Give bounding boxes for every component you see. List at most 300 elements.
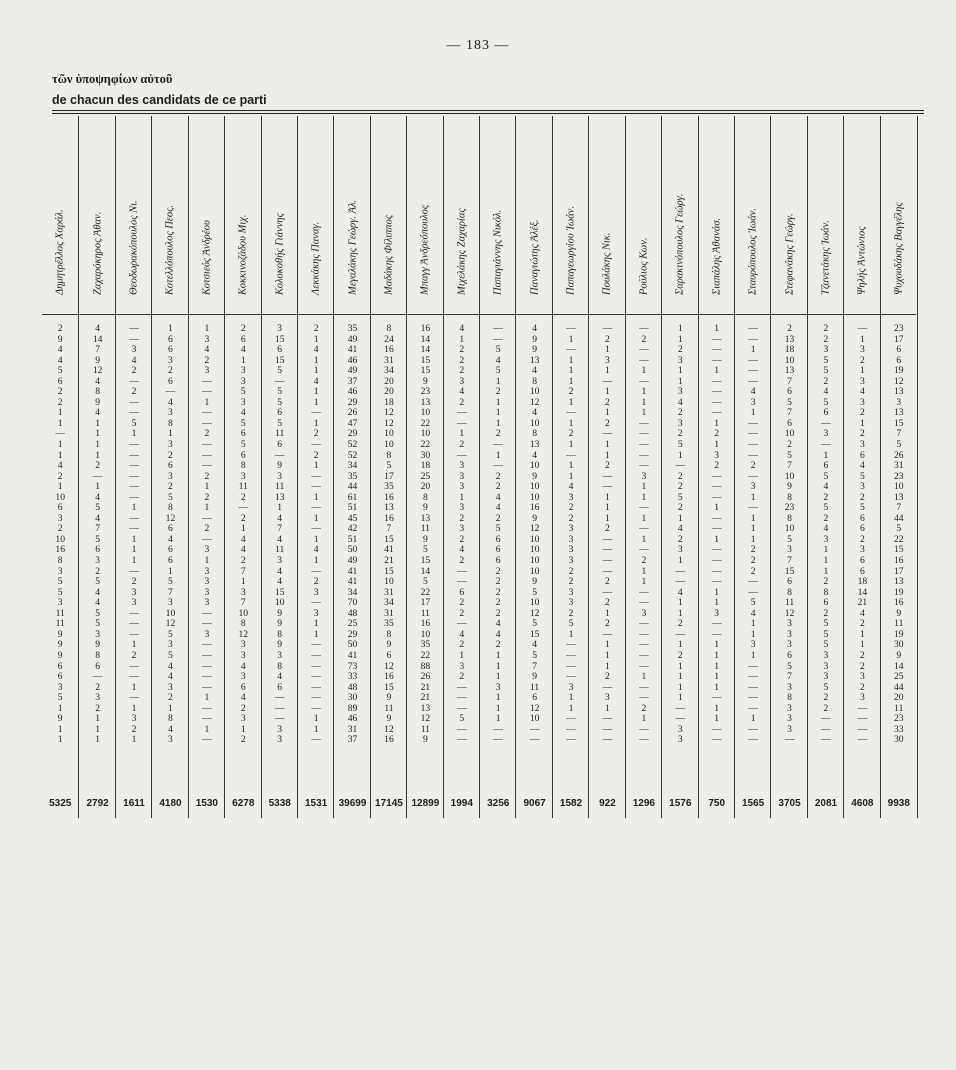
table-cell: 1 (750, 491, 756, 503)
column-values (298, 324, 334, 746)
table-cell: 42 (347, 523, 358, 535)
top-rule (52, 110, 924, 111)
table-cell: 3 (859, 396, 865, 408)
table-cell: — (711, 523, 722, 535)
table-cell: 1 (750, 628, 756, 640)
table-cell: 22 (420, 439, 431, 451)
table-cell: 3 (823, 428, 829, 440)
table-cell: 10 (529, 555, 540, 567)
table-cell: 13 (784, 365, 795, 377)
table-cell: — (456, 407, 467, 419)
table-cell: 15 (420, 365, 431, 377)
table-cell: 30 (893, 734, 904, 746)
table-cell: 1 (204, 555, 210, 567)
table-cell: — (784, 734, 795, 746)
table-cell: — (129, 481, 139, 493)
table-cell: 9 (57, 628, 63, 640)
table-cell: 4 (240, 660, 246, 672)
table-cell: 41 (347, 565, 358, 577)
table-cell: 31 (384, 607, 394, 619)
column-header-label: Ψηλής Ἀντώνιος (856, 226, 868, 295)
table-cell: 1 (168, 323, 173, 334)
table-cell: — (202, 734, 212, 746)
table-cell: 1 (204, 723, 210, 735)
column-total: 3705 (778, 798, 801, 809)
table-cell: 3 (240, 639, 246, 651)
table-cell: — (311, 470, 321, 482)
table-cell: 1 (495, 649, 501, 661)
table-cell: 3 (168, 597, 173, 609)
table-cell: 1 (714, 502, 720, 514)
table-cell: 3 (459, 660, 465, 672)
table-cell: 1 (859, 365, 865, 377)
table-cell: — (639, 639, 649, 651)
table-cell: 5 (823, 365, 829, 377)
table-cell: 4 (495, 354, 501, 366)
table-cell: — (602, 628, 613, 640)
table-cell: — (639, 502, 649, 514)
table-cell: — (748, 428, 758, 440)
table-cell: 5 (532, 586, 537, 598)
table-cell: 2 (495, 386, 501, 398)
table-cell: 6 (277, 344, 283, 356)
table-cell: 1 (495, 417, 501, 429)
table-cell: 1 (750, 523, 756, 535)
table-cell: — (821, 723, 831, 735)
column-values (444, 324, 480, 746)
column-header (771, 116, 807, 312)
table-cell: 9 (57, 333, 63, 345)
table-cell: 4 (168, 723, 173, 735)
column-header (262, 116, 298, 312)
table-cell: — (238, 502, 249, 514)
table-cell: 3 (204, 544, 210, 556)
table-cell: 9 (277, 639, 283, 651)
table-cell: — (202, 386, 212, 398)
table-cell: 16 (384, 734, 394, 746)
table-cell: 2 (459, 597, 465, 609)
table-cell: 13 (893, 407, 904, 419)
table-cell: 2 (131, 365, 137, 377)
table-cell: 1 (57, 702, 63, 714)
table-cell: 3 (823, 649, 829, 661)
table-cell: 31 (893, 460, 904, 472)
table-cell: 3 (57, 681, 63, 693)
table-cell: 16 (384, 491, 394, 503)
table-cell: — (566, 723, 576, 735)
table-cell: 19 (893, 628, 904, 640)
table-cell: 4 (277, 533, 283, 545)
column-total: 1296 (632, 798, 655, 809)
table-cell: 3 (859, 692, 865, 704)
table-cell: 29 (347, 628, 358, 640)
table-cell: 2 (459, 607, 465, 619)
table-cell: 8 (386, 449, 392, 461)
table-cell: 2 (568, 428, 574, 440)
table-cell: 1 (568, 354, 574, 366)
table-cell: 46 (347, 354, 358, 366)
column-header-label: Πουλάκης Νικ. (601, 232, 613, 295)
column-total: 9067 (523, 798, 546, 809)
table-cell: — (748, 692, 758, 704)
column-values (881, 324, 917, 746)
table-cell: 1 (95, 713, 100, 725)
table-cell: 2 (823, 491, 829, 503)
table-cell: — (711, 354, 722, 366)
table-cell: 6 (168, 555, 173, 567)
table-cell: 21 (420, 681, 431, 693)
table-cell: 4 (204, 344, 210, 356)
column-values (480, 324, 516, 746)
table-cell: 2 (57, 470, 63, 482)
table-cell: 4 (95, 586, 100, 598)
table-cell: 34 (384, 365, 394, 377)
table-cell: 4 (495, 502, 501, 514)
table-cell: 88 (420, 660, 431, 672)
table-cell: 3 (95, 628, 100, 640)
table-cell: 1 (641, 576, 647, 588)
table-cell: — (639, 681, 649, 693)
table-cell: 1 (605, 660, 610, 672)
table-cell: 14 (420, 344, 431, 356)
table-cell: 4 (57, 344, 63, 356)
column-total: 17145 (375, 798, 403, 809)
table-cell: — (602, 375, 613, 387)
table-cell: 4 (459, 628, 465, 640)
table-cell: 23 (893, 323, 904, 334)
table-cell: 9 (57, 713, 63, 725)
table-cell: 5 (95, 502, 100, 514)
table-cell: — (202, 375, 212, 387)
table-cell: 3 (277, 649, 283, 661)
column-header (844, 116, 880, 312)
table-cell: — (129, 460, 139, 472)
table-cell: 2 (823, 375, 829, 387)
table-cell: 2 (859, 354, 865, 366)
table-cell: 11 (529, 681, 540, 693)
table-cell: — (202, 449, 212, 461)
table-cell: 3 (204, 628, 210, 640)
table-cell: 5 (532, 618, 537, 630)
table-cell: — (311, 565, 321, 577)
table-cell: 1 (823, 449, 829, 461)
table-cell: 1 (313, 713, 319, 725)
table-cell: — (129, 607, 139, 619)
table-cell: — (711, 512, 722, 524)
table-cell: 1 (131, 428, 137, 440)
table-cell: 6 (859, 523, 865, 535)
table-cell: 1 (57, 734, 63, 746)
table-cell: 11 (384, 702, 394, 714)
table-cell: 48 (347, 607, 358, 619)
table-cell: 6 (859, 512, 865, 524)
table-cell: 1 (568, 439, 574, 451)
table-cell: 2 (495, 576, 501, 588)
table-cell: — (602, 470, 613, 482)
table-cell: 5 (422, 544, 428, 556)
table-cell: 7 (386, 523, 392, 535)
table-cell: — (274, 375, 285, 387)
table-cell: 3 (859, 481, 865, 493)
table-cell: 6 (240, 449, 246, 461)
table-cell: 5 (750, 597, 756, 609)
table-cell: 4 (131, 354, 137, 366)
table-cell: 8 (95, 386, 100, 398)
table-cell: 2 (677, 428, 683, 440)
table-cell: 3 (859, 375, 865, 387)
table-cell: 4 (532, 639, 537, 651)
table-cell: 8 (532, 375, 537, 387)
column-header-label: Θεοδωρακόπουλος Νι. (128, 200, 140, 295)
table-cell: — (711, 565, 722, 577)
table-cell: — (129, 660, 139, 672)
column-header (225, 116, 261, 312)
table-column (479, 116, 516, 818)
table-cell: 16 (384, 344, 394, 356)
table-cell: 3 (168, 354, 173, 366)
column-header (589, 116, 625, 312)
table-cell: 3 (677, 386, 683, 398)
table-cell: 2 (131, 576, 137, 588)
table-cell: 51 (347, 533, 358, 545)
table-cell: 4 (240, 544, 246, 556)
table-cell: 9 (277, 460, 283, 472)
column-header (116, 116, 152, 312)
table-cell: — (821, 713, 831, 725)
table-cell: 16 (893, 597, 904, 609)
table-cell: — (311, 702, 321, 714)
table-cell: 2 (204, 491, 210, 503)
table-cell: 3 (495, 681, 501, 693)
table-cell: 23 (784, 502, 795, 514)
column-header-label: Μιχελάκης Ζαχαρίας (456, 208, 468, 295)
table-cell: 13 (893, 386, 904, 398)
table-cell: 8 (787, 512, 792, 524)
table-cell: 3 (240, 649, 246, 661)
table-cell: 3 (313, 586, 319, 598)
column-total: 1994 (450, 798, 473, 809)
table-cell: 2 (240, 555, 246, 567)
table-cell: 1 (95, 723, 100, 735)
table-column (515, 116, 552, 818)
table-cell: 7 (240, 597, 246, 609)
table-cell: — (202, 618, 212, 630)
table-cell: 1 (313, 396, 319, 408)
table-cell: 9 (386, 639, 392, 651)
table-cell: 1 (313, 512, 319, 524)
table-cell: 2 (859, 491, 865, 503)
table-cell: 13 (384, 502, 394, 514)
table-cell: 6 (787, 576, 792, 588)
table-cell: — (129, 470, 139, 482)
table-cell: — (456, 565, 467, 577)
table-cell: 3 (459, 470, 465, 482)
table-cell: 4 (313, 344, 319, 356)
column-header-label: Παπαγιάννης Νικόλ. (492, 209, 504, 295)
table-cell: 73 (347, 660, 358, 672)
table-cell: 1 (677, 660, 683, 672)
table-cell: 6 (495, 555, 501, 567)
table-cell: 4 (240, 692, 246, 704)
table-cell: 48 (347, 681, 358, 693)
table-cell: 1 (568, 460, 574, 472)
table-cell: 2 (677, 533, 683, 545)
table-cell: 3 (204, 597, 210, 609)
table-cell: 13 (784, 333, 795, 345)
table-cell: 8 (168, 502, 173, 514)
table-cell: 11 (420, 607, 430, 619)
table-cell: 3 (95, 555, 100, 567)
table-cell: 1 (641, 365, 647, 377)
table-cell: 6 (823, 460, 829, 472)
table-cell: 5 (240, 439, 246, 451)
table-cell: — (857, 734, 868, 746)
column-total: 922 (599, 798, 616, 809)
table-cell: 2 (495, 597, 501, 609)
table-cell: 10 (529, 544, 540, 556)
table-cell: 2 (859, 681, 865, 693)
column-header (42, 116, 78, 312)
table-cell: 1 (714, 713, 720, 725)
table-cell: 19 (893, 365, 904, 377)
table-cell: 1 (240, 354, 246, 366)
table-cell: 4 (823, 481, 829, 493)
column-values (516, 324, 552, 746)
table-cell: 2 (750, 544, 756, 556)
table-cell: 5 (787, 396, 792, 408)
table-column (698, 116, 735, 818)
column-header-label: Δημητρέλλος Χαράλ. (54, 209, 66, 295)
table-column (151, 116, 188, 818)
table-cell: — (129, 491, 139, 503)
table-cell: 4 (459, 386, 465, 398)
table-cell: 6 (859, 555, 865, 567)
table-cell: — (748, 365, 758, 377)
table-cell: 5 (787, 660, 792, 672)
table-cell: 6 (168, 333, 173, 345)
table-cell: 2 (605, 576, 610, 588)
table-cell: — (602, 713, 613, 725)
table-cell: 1 (131, 681, 137, 693)
table-cell: 2 (859, 407, 865, 419)
table-cell: 16 (384, 512, 394, 524)
page-number: — 183 — (446, 38, 510, 53)
table-cell: 1 (131, 502, 137, 514)
table-cell: 5 (787, 449, 792, 461)
table-cell: 3 (204, 365, 210, 377)
table-cell: 41 (347, 649, 358, 661)
table-cell: 2 (677, 344, 683, 356)
table-cell: — (711, 544, 722, 556)
table-cell: — (711, 491, 722, 503)
table-cell: 1 (495, 375, 501, 387)
table-cell: 3 (787, 681, 792, 693)
table-cell: 12 (529, 607, 540, 619)
table-cell: 1 (641, 407, 647, 419)
table-cell: 1 (495, 396, 501, 408)
table-cell: 3 (568, 491, 574, 503)
table-cell: 5 (168, 491, 173, 503)
table-cell: 1 (714, 323, 720, 334)
table-cell: 1 (677, 639, 683, 651)
column-header (371, 116, 407, 312)
table-cell: 5 (787, 533, 792, 545)
table-cell: 2 (495, 565, 501, 577)
table-cell: 3 (168, 439, 173, 451)
column-values (626, 324, 662, 746)
table-cell: 11 (55, 618, 65, 630)
table-cell: 9 (386, 713, 392, 725)
table-cell: 9 (57, 639, 63, 651)
table-cell: 2 (787, 439, 792, 451)
table-cell: — (711, 628, 722, 640)
table-cell: 4 (95, 407, 100, 419)
table-cell: — (493, 460, 503, 472)
column-header (881, 116, 917, 312)
table-cell: — (566, 649, 576, 661)
table-cell: 1 (677, 607, 683, 619)
table-cell: 1 (131, 555, 137, 567)
table-cell: 10 (784, 470, 795, 482)
table-cell: 6 (532, 692, 537, 704)
table-cell: 1 (641, 481, 647, 493)
table-cell: 4 (240, 407, 246, 419)
table-cell: 6 (896, 344, 902, 356)
table-cell: — (639, 660, 649, 672)
table-cell: 6 (168, 460, 173, 472)
table-cell: 5 (131, 417, 137, 429)
table-cell: 1 (131, 533, 137, 545)
table-cell: — (821, 439, 831, 451)
table-cell: — (129, 407, 139, 419)
table-cell: 3 (240, 671, 246, 683)
column-values (371, 324, 407, 746)
table-cell: 5 (823, 681, 829, 693)
table-cell: 3 (459, 460, 465, 472)
table-cell: 7 (240, 565, 246, 577)
table-cell: 4 (677, 523, 683, 535)
table-cell: 2 (677, 649, 683, 661)
table-cell: 7 (95, 523, 100, 535)
table-cell: 1 (714, 417, 720, 429)
table-cell: 26 (347, 407, 358, 419)
table-cell: 30 (347, 692, 358, 704)
table-cell: 9 (896, 607, 902, 619)
table-cell: 1 (568, 417, 574, 429)
table-cell: — (311, 597, 321, 609)
table-cell: 30 (420, 449, 431, 461)
table-cell: 6 (859, 449, 865, 461)
table-cell: 2 (95, 460, 100, 472)
table-cell: 1 (568, 692, 574, 704)
column-total: 4180 (159, 798, 182, 809)
table-cell: 1 (495, 713, 501, 725)
table-cell: 8 (168, 417, 173, 429)
table-cell: 1 (95, 428, 100, 440)
table-cell: 20 (893, 692, 904, 704)
table-cell: 2 (568, 512, 574, 524)
table-cell: 10 (238, 607, 249, 619)
table-cell: — (711, 386, 722, 398)
table-cell: — (639, 544, 649, 556)
table-cell: 5 (57, 576, 63, 588)
table-cell: 7 (896, 428, 902, 440)
table-cell: 1 (859, 417, 865, 429)
table-cell: 29 (347, 428, 358, 440)
table-cell: 7 (95, 344, 100, 356)
table-cell: 8 (532, 428, 537, 440)
table-cell: — (202, 660, 212, 672)
